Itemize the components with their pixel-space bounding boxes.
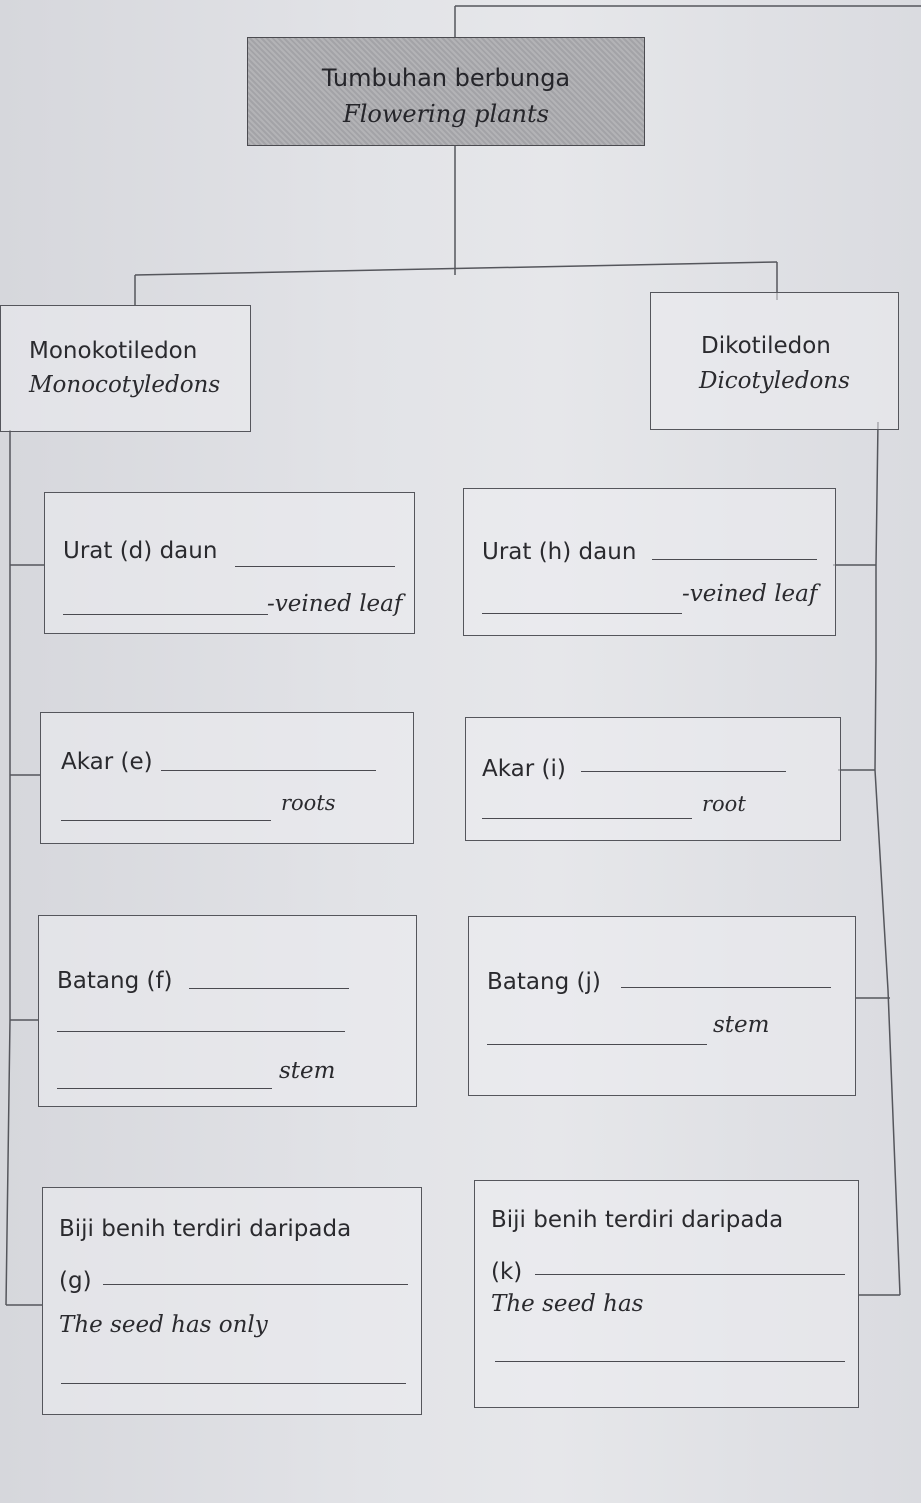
mono-root-suffix: roots bbox=[281, 791, 336, 815]
dico-root-label: Akar (i) bbox=[482, 756, 566, 782]
mono-root-label: Akar (e) bbox=[61, 749, 153, 775]
root-subtitle: Flowering plants bbox=[343, 100, 549, 128]
dico-leaf-label: Urat (h) daun bbox=[482, 539, 637, 565]
mono-seed-en: The seed has only bbox=[59, 1312, 268, 1338]
dico-seed-marker: (k) bbox=[491, 1259, 523, 1285]
dico-leaf-suffix: -veined leaf bbox=[682, 581, 818, 607]
dico-root-blank-2[interactable] bbox=[482, 818, 692, 819]
mono-seed-blank-1[interactable] bbox=[103, 1284, 408, 1285]
mono-leaf-box bbox=[44, 492, 415, 634]
mono-leaf-suffix: -veined leaf bbox=[267, 591, 403, 617]
dico-seed-blank-1[interactable] bbox=[535, 1274, 845, 1275]
mono-stem-suffix: stem bbox=[279, 1058, 336, 1084]
dico-seed-label: Biji benih terdiri daripada bbox=[491, 1207, 784, 1233]
mono-stem-label: Batang (f) bbox=[57, 968, 173, 994]
root-box-flowering-plants bbox=[247, 37, 645, 146]
dico-leaf-blank-2[interactable] bbox=[482, 613, 682, 614]
mono-leaf-label: Urat (d) daun bbox=[63, 538, 218, 564]
dico-header-box bbox=[650, 292, 899, 430]
dico-stem-box bbox=[468, 916, 856, 1096]
mono-leaf-blank-1[interactable] bbox=[235, 566, 395, 567]
dico-root-box bbox=[465, 717, 841, 841]
dico-seed-box bbox=[474, 1180, 859, 1408]
mono-stem-blank-1[interactable] bbox=[189, 988, 349, 989]
mono-header-box bbox=[0, 305, 251, 432]
mono-root-box bbox=[40, 712, 414, 844]
mono-stem-blank-3[interactable] bbox=[57, 1088, 272, 1089]
dico-seed-en: The seed has bbox=[491, 1291, 644, 1317]
mono-subtitle: Monocotyledons bbox=[29, 372, 221, 398]
mono-root-blank-1[interactable] bbox=[161, 770, 376, 771]
dico-stem-label: Batang (j) bbox=[487, 969, 601, 995]
mono-seed-blank-2[interactable] bbox=[61, 1383, 406, 1384]
dico-leaf-box bbox=[463, 488, 836, 636]
mono-leaf-blank-2[interactable] bbox=[63, 614, 268, 615]
dico-root-suffix: root bbox=[702, 792, 746, 816]
dico-subtitle: Dicotyledons bbox=[699, 368, 850, 394]
dico-seed-blank-2[interactable] bbox=[495, 1361, 845, 1362]
dico-title: Dikotiledon bbox=[701, 333, 831, 359]
dico-stem-blank-1[interactable] bbox=[621, 987, 831, 988]
dico-stem-suffix: stem bbox=[713, 1012, 770, 1038]
mono-seed-marker: (g) bbox=[59, 1268, 92, 1294]
mono-seed-box bbox=[42, 1187, 422, 1415]
dico-leaf-blank-1[interactable] bbox=[652, 559, 817, 560]
root-title: Tumbuhan berbunga bbox=[321, 64, 571, 92]
mono-title: Monokotiledon bbox=[29, 338, 198, 364]
dico-root-blank-1[interactable] bbox=[581, 771, 786, 772]
mono-seed-label: Biji benih terdiri daripada bbox=[59, 1216, 352, 1242]
mono-stem-blank-2[interactable] bbox=[57, 1031, 345, 1032]
mono-root-blank-2[interactable] bbox=[61, 820, 271, 821]
dico-stem-blank-2[interactable] bbox=[487, 1044, 707, 1045]
mono-stem-box bbox=[38, 915, 417, 1107]
